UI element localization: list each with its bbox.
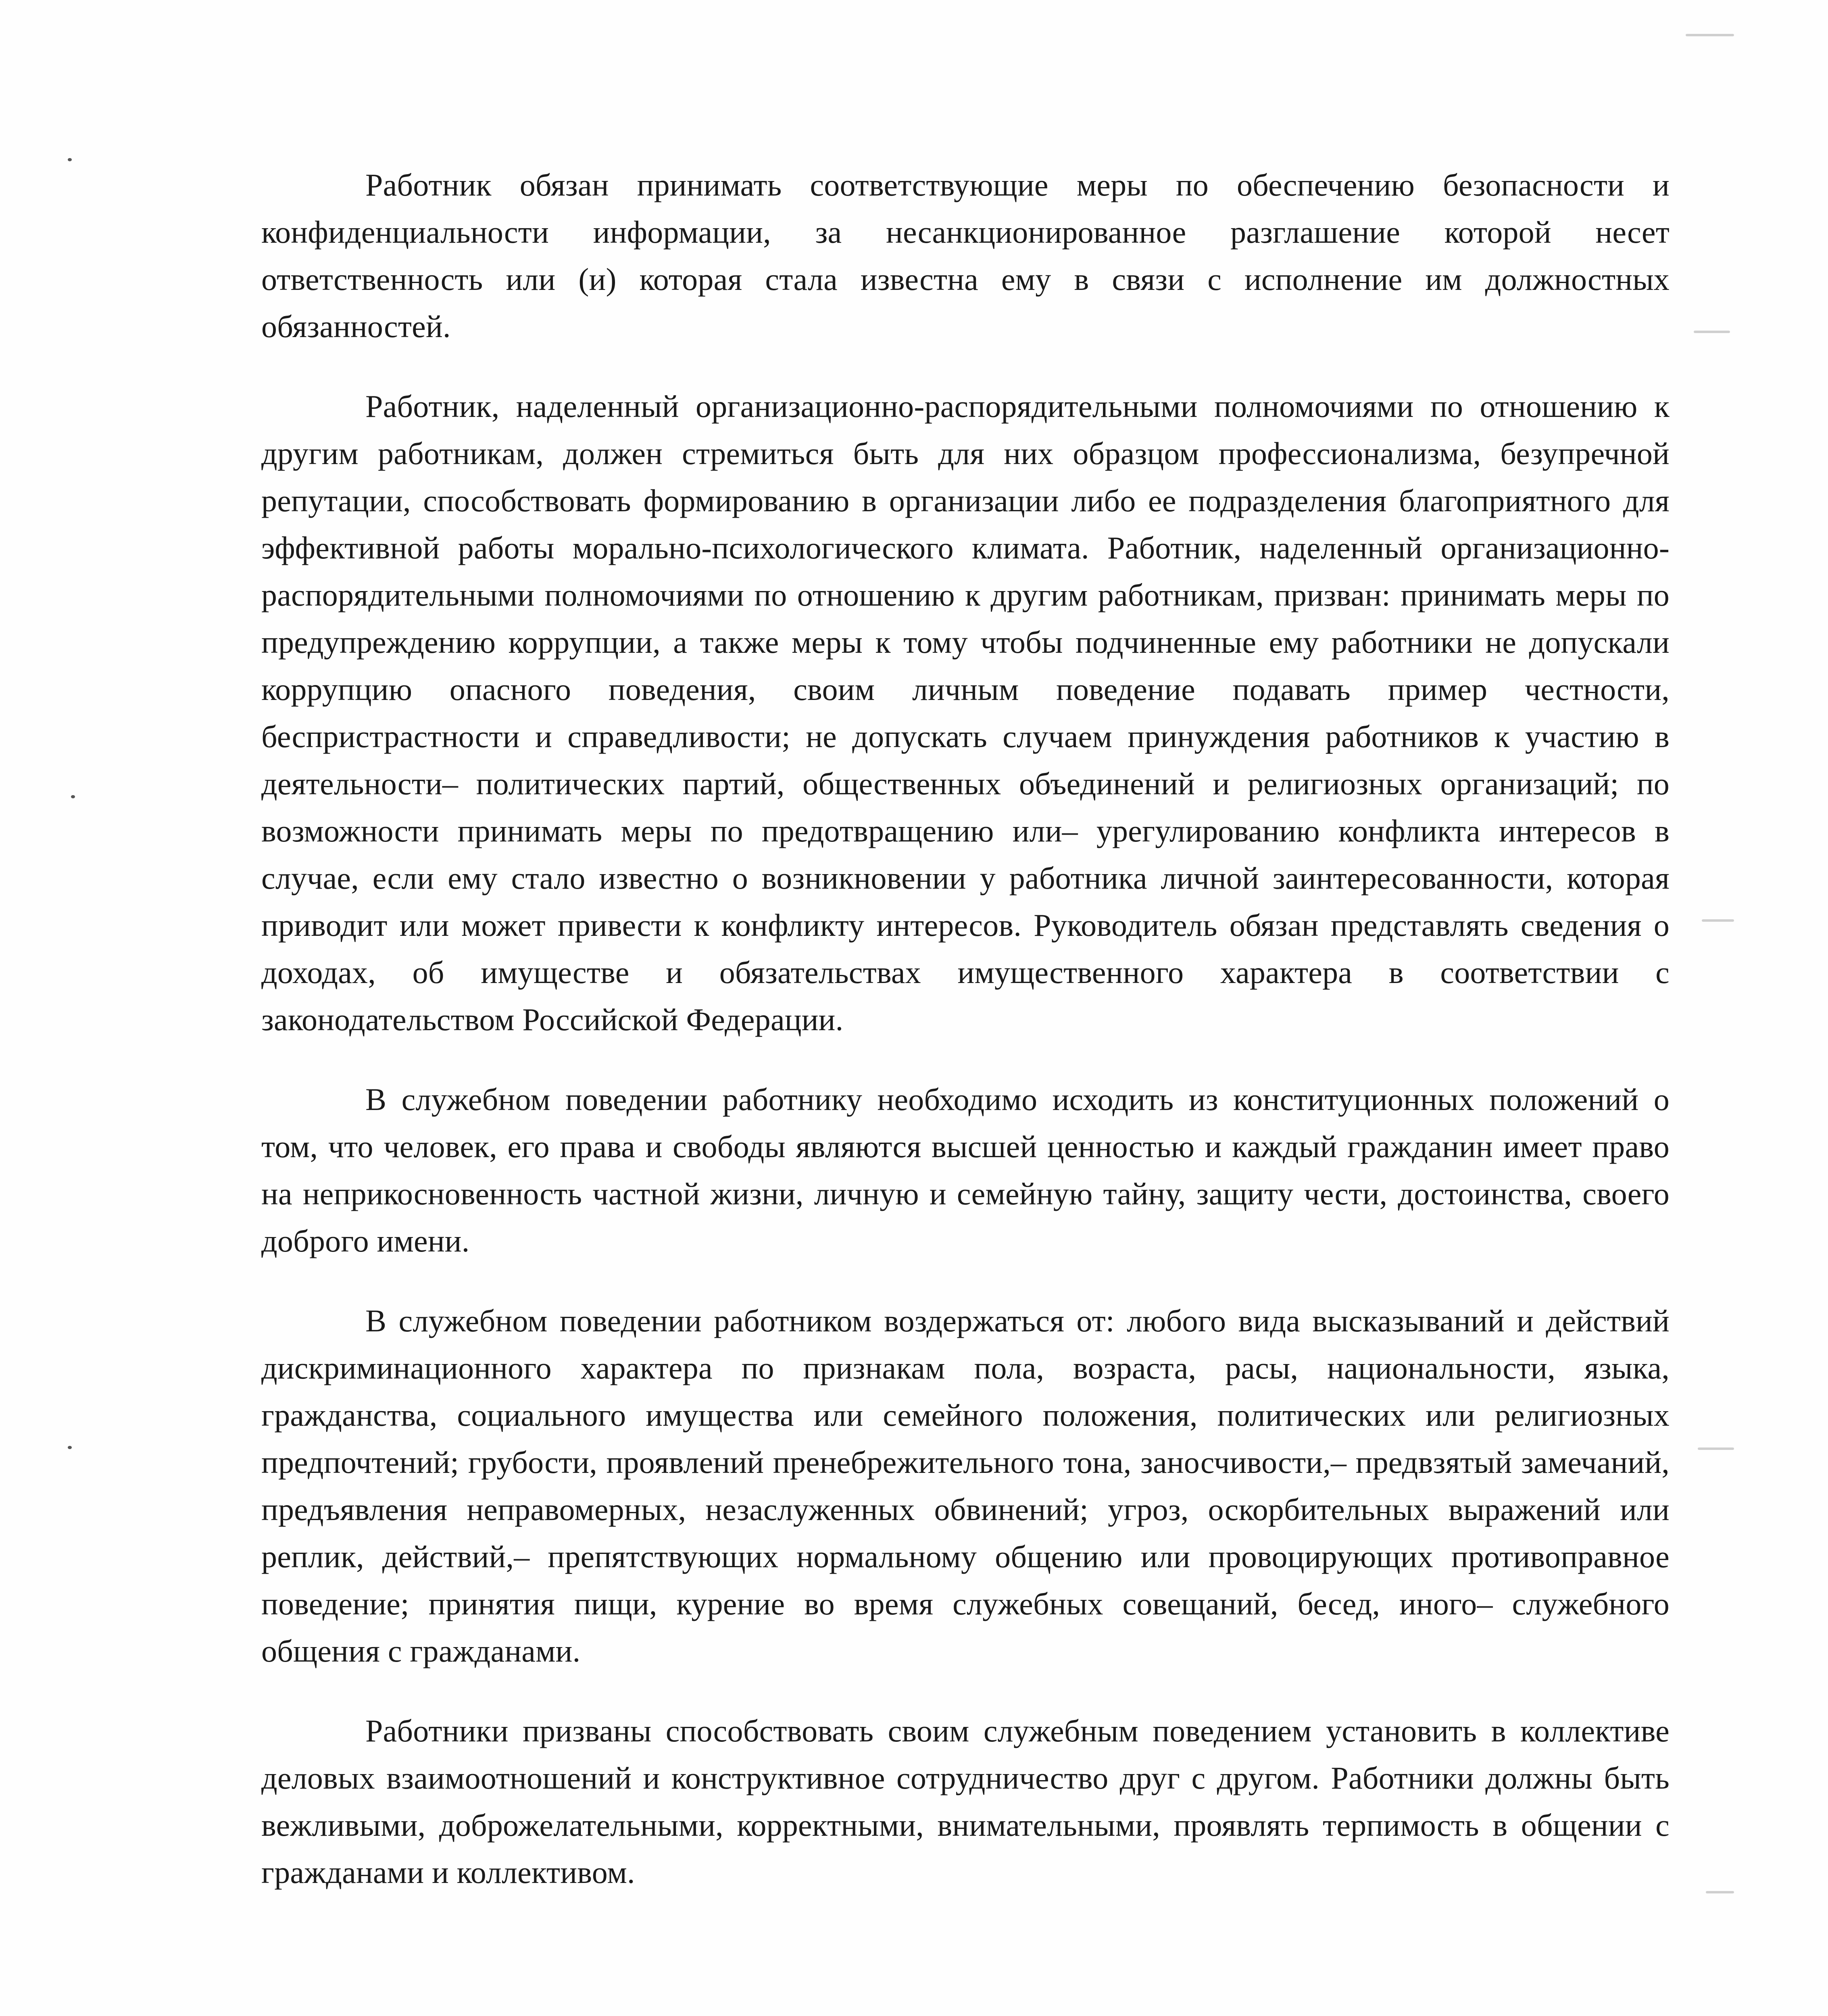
edge-scan-mark [1694, 331, 1730, 333]
scan-speck [71, 795, 75, 798]
scan-speck [68, 1446, 72, 1449]
document-body [261, 161, 1670, 1896]
edge-scan-mark [1706, 1891, 1734, 1893]
paragraph-prohibited-conduct: В служебном поведении работником воздержаться от: любого вида высказываний и действий дискриминационного характера по признакам пола, возраста, расы, национальности, языка, гражданства, социального имущества или семейного положения, политических или религиозных предпочтений; грубости, проявлений пренебрежительного тона, заносчивости,– предвзятый замечаний, предъявления неправомерных, незаслуженных обвинений; угроз, оскорбительных выражений или реплик, действий,– препятствующих нормальному общению или провоцирующих противоправное поведение; принятия пищи, курение во время служебных совещаний, бесед, иного– служебного общения с гражданами. [261, 1303, 1670, 1668]
paragraph-constitutional-provisions: В служебном поведении работнику необходимо исходить из конституционных положений о том, что человек, его права и свободы являются высшей ценностью и каждый гражданин имеет право на неприкосновенность частной жизни, личную и семейную тайну, защиту чести, достоинства, своего доброго имени. [261, 1082, 1670, 1258]
edge-scan-mark [1686, 34, 1734, 36]
paragraph-managerial-duties: Работник, наделенный организационно-распорядительными полномочиями по отношению к другим работникам, должен стремиться быть для них образцом профессионализма, безупречной репутации, способствовать формированию в организации либо ее подразделения благоприятного для эффективной работы морально-психологического климата. Работник, наделенный организационно-распорядительными полномочиями по отношению к другим работникам, призван: принимать меры по предупреждению коррупции, а также меры к тому чтобы подчиненные ему работники не допускали коррупцию опасного поведения, своим личным поведение подавать пример честности, беспристрастности и справедливости; не допускать случаем принуждения работников к участию в деятельности– политических партий, общественных объединений и религиозных организаций; по возможности принимать меры по предотвращению или– урегулированию конфликта интересов в случае, если ему стало известно о возникновении у работника личной заинтересованности, которая приводит или может привести к конфликту интересов. Руководитель обязан представлять сведения о доходах, об имуществе и обязательствах имущественного характера в соответствии с законодательством Российской Федерации. [261, 389, 1670, 1037]
edge-scan-mark [1698, 1447, 1734, 1450]
paragraph-confidentiality: Работник обязан принимать соответствующие меры по обеспечению безопасности и конфиденциальности информации, за несанкционированное разглашение которой несет ответственность или (и) которая стала известна ему в связи с исполнение им должностных обязанностей. [261, 167, 1670, 344]
paragraph-team-relations: Работники призваны способствовать своим служебным поведением установить в коллективе деловых взаимоотношений и конструктивное сотрудничество друг с другом. Работники должны быть вежливыми, доброжелательными, корректными, внимательными, проявлять терпимость в общении с гражданами и коллективом. [261, 1713, 1670, 1890]
edge-scan-mark [1702, 919, 1734, 922]
scan-speck [68, 158, 72, 161]
